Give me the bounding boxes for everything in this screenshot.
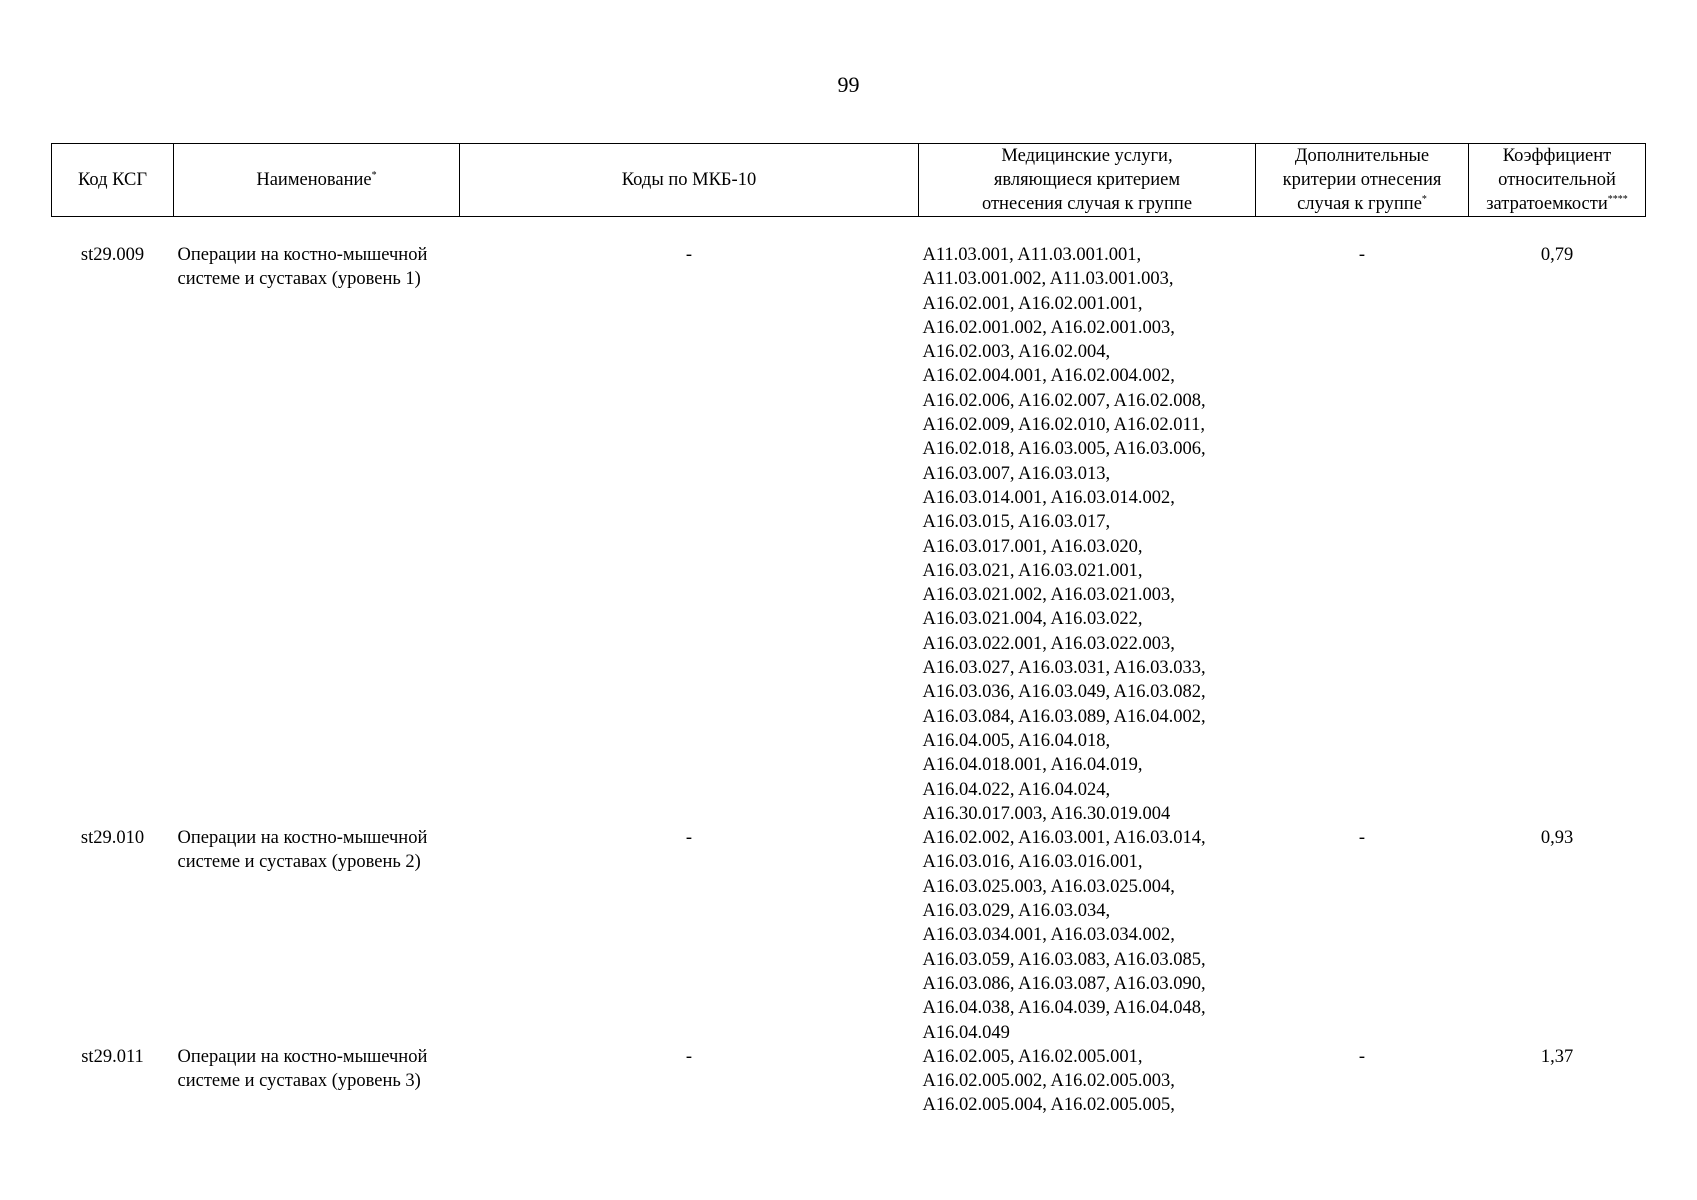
cost-coefficient: 1,37 <box>1540 1046 1574 1067</box>
service-line: A16.02.005, A16.02.005.001, <box>922 1046 1143 1067</box>
service-line: A16.03.021.002, A16.03.021.003, <box>922 585 1175 606</box>
mkb-codes: - <box>685 1046 693 1067</box>
medical-services <box>919 243 1256 826</box>
ksg-name <box>174 826 460 1045</box>
service-line: A16.03.027, A16.03.031, A16.03.033, <box>922 658 1206 679</box>
service-line: A16.03.015, A16.03.017, <box>922 512 1111 533</box>
spacer-row <box>52 217 1646 244</box>
service-line: A16.03.007, A16.03.013, <box>922 463 1111 484</box>
service-line: A16.04.049 <box>922 1022 1010 1043</box>
table-row <box>52 1045 1646 1118</box>
service-line: A11.03.001.002, A11.03.001.003, <box>922 269 1174 290</box>
service-line: A16.03.022.001, A16.03.022.003, <box>922 633 1175 654</box>
header-code: Код КСГ <box>52 144 174 217</box>
service-line: A16.03.016, A16.03.016.001, <box>922 852 1143 873</box>
service-line: A16.03.017.001, A16.03.020, <box>922 536 1143 557</box>
table-row <box>52 826 1646 1045</box>
service-line: A16.03.034.001, A16.03.034.002, <box>922 925 1175 946</box>
ksg-table <box>51 143 1646 1118</box>
ksg-name <box>174 243 460 826</box>
service-line: A16.02.006, A16.02.007, A16.02.008, <box>922 390 1206 411</box>
service-line: A16.02.009, A16.02.010, A16.02.011, <box>922 415 1205 436</box>
service-line: A16.04.005, A16.04.018, <box>922 730 1111 751</box>
ksg-name <box>174 1045 460 1118</box>
name-line: системе и суставах (уровень 3) <box>177 1071 421 1092</box>
service-line: A16.03.084, A16.03.089, A16.04.002, <box>922 706 1206 727</box>
header-name: Наименование* <box>174 144 460 217</box>
additional-criteria: - <box>1358 245 1366 265</box>
service-line: A16.02.005.004, A16.02.005.005, <box>922 1095 1175 1116</box>
service-line: A16.03.036, A16.03.049, A16.03.082, <box>922 682 1206 703</box>
footnote-mark: * <box>1421 193 1427 205</box>
service-line: A11.03.001, A11.03.001.001, <box>922 245 1142 265</box>
service-line: A16.03.021, A16.03.021.001, <box>922 560 1143 581</box>
table-body <box>52 217 1646 1118</box>
service-line: A16.02.002, A16.03.001, A16.03.014, <box>922 828 1206 849</box>
service-line: A16.02.005.002, A16.02.005.003, <box>922 1071 1175 1092</box>
additional-criteria: - <box>1358 828 1366 849</box>
ksg-code: st29.011 <box>81 1046 144 1067</box>
mkb-codes: - <box>685 828 693 849</box>
medical-services <box>919 1045 1256 1118</box>
service-line: A16.02.004.001, A16.02.004.002, <box>922 366 1175 387</box>
ksg-code: st29.009 <box>80 245 145 265</box>
service-line: A16.04.018.001, A16.04.019, <box>922 755 1143 776</box>
service-line: A16.02.001.002, A16.02.001.003, <box>922 317 1175 338</box>
service-line: A16.02.018, A16.03.005, A16.03.006, <box>922 439 1206 460</box>
name-line: системе и суставах (уровень 1) <box>177 269 421 290</box>
service-line: A16.03.059, A16.03.083, A16.03.085, <box>922 949 1206 970</box>
name-line: Операции на костно-мышечной <box>177 245 428 265</box>
cost-coefficient: 0,93 <box>1540 828 1574 849</box>
service-line: A16.03.014.001, A16.03.014.002, <box>922 487 1175 508</box>
mkb-codes: - <box>685 245 693 265</box>
medical-services <box>919 826 1256 1045</box>
service-line: A16.04.022, A16.04.024, <box>922 779 1111 800</box>
service-line: A16.02.001, A16.02.001.001, <box>922 293 1143 314</box>
service-line: A16.03.025.003, A16.03.025.004, <box>922 876 1175 897</box>
name-line: Операции на костно-мышечной <box>177 1046 428 1067</box>
footnote-mark: * <box>371 169 377 181</box>
name-line: Операции на костно-мышечной <box>177 828 428 849</box>
service-line: A16.04.038, A16.04.039, A16.04.048, <box>922 998 1206 1019</box>
table-row <box>52 243 1646 826</box>
header-criteria: Дополнительные критерии отнесения случая к группе* <box>1256 144 1469 217</box>
service-line: A16.30.017.003, A16.30.019.004 <box>922 803 1171 824</box>
service-line: A16.03.086, A16.03.087, A16.03.090, <box>922 973 1206 994</box>
header-mkb: Коды по МКБ-10 <box>460 144 919 217</box>
service-line: A16.03.021.004, A16.03.022, <box>922 609 1143 630</box>
cost-coefficient: 0,79 <box>1540 245 1574 265</box>
additional-criteria: - <box>1358 1046 1366 1067</box>
header-coef: Коэффициент относительной затратоемкости**** <box>1469 144 1646 217</box>
service-line: A16.02.003, A16.02.004, <box>922 342 1111 363</box>
page-number: 99 <box>837 72 860 97</box>
header-services: Медицинские услуги, являющиеся критерием отнесения случая к группе <box>919 144 1256 217</box>
header-row <box>52 144 1646 217</box>
ksg-code: st29.010 <box>80 828 145 849</box>
name-line: системе и суставах (уровень 2) <box>177 852 421 873</box>
footnote-mark: **** <box>1607 193 1628 205</box>
service-line: A16.03.029, A16.03.034, <box>922 901 1111 922</box>
